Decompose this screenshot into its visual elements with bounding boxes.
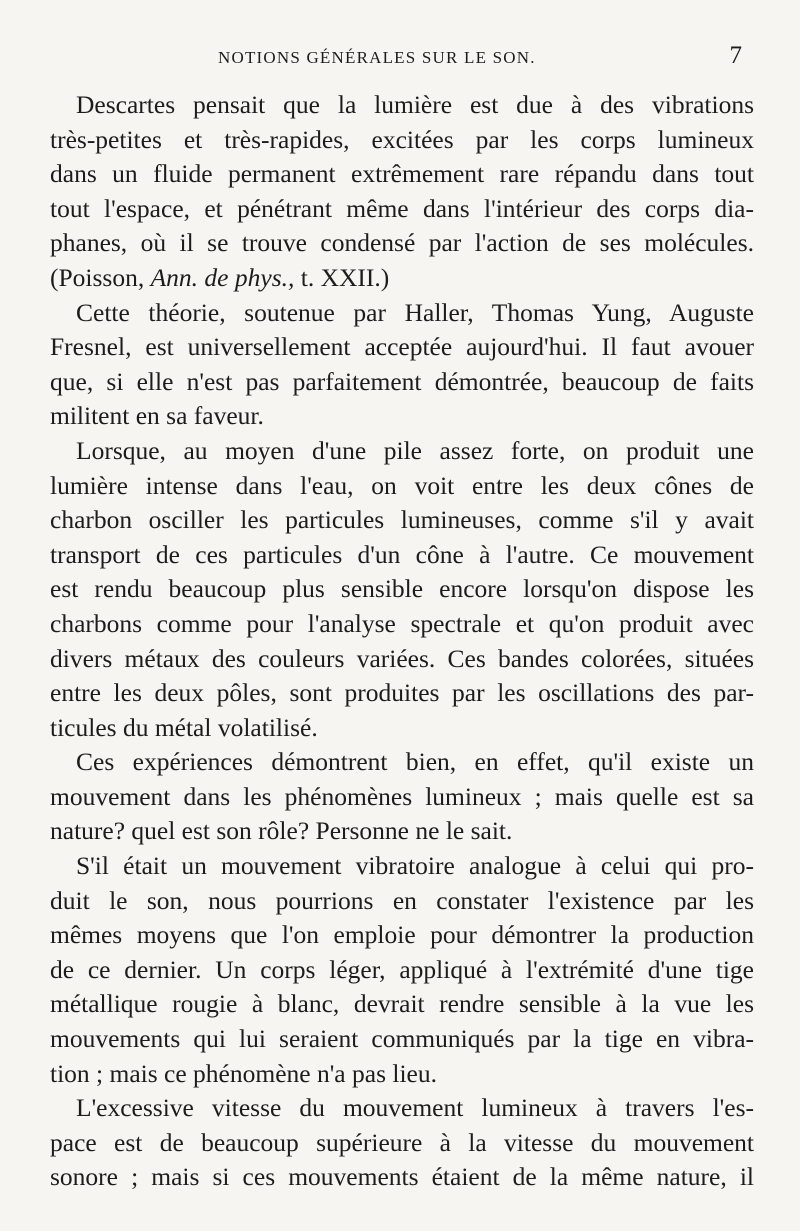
text-line: charbons comme pour l'analyse spectrale et qu'on produit avec — [50, 608, 754, 638]
page-number: 7 — [729, 42, 742, 69]
text-line: très-petites et très-rapides, excitées par les corps lumineux — [50, 124, 754, 154]
text-line: tout l'espace, et pénétrant même dans l'intérieur des corps dia- — [50, 193, 754, 223]
text-line: métallique rougie à blanc, devrait rendre sensible à la vue les — [50, 989, 754, 1019]
text-line: transport de ces particules d'un cône à l'autre. Ce mouvement — [50, 539, 754, 569]
text-line: pace est de beaucoup supérieure à la vitesse du mouvement — [50, 1127, 754, 1157]
text-line: mêmes moyens que l'on emploie pour démontrer la production — [50, 920, 754, 950]
running-title: NOTIONS GÉNÉRALES SUR LE SON. — [218, 48, 536, 67]
text-line: divers métaux des couleurs variées. Ces bandes colorées, situées — [50, 643, 754, 673]
text-line: phanes, où il se trouve condensé par l'action de ses molécules. — [50, 228, 754, 258]
text-line: Lorsque, au moyen d'une pile assez forte, on produit une — [76, 435, 754, 465]
text-line: sonore ; mais si ces mouvements étaient de la même nature, il — [50, 1162, 754, 1192]
text-line: lumière intense dans l'eau, on voit entre les deux cônes de — [50, 470, 754, 500]
text-line: tion ; mais ce phénomène n'a pas lieu. — [50, 1058, 437, 1088]
text-line: ticules du métal volatilisé. — [50, 712, 318, 742]
text-line: dans un fluide permanent extrêmement rare répandu dans tout — [50, 159, 754, 189]
text-line: Fresnel, est universellement acceptée aujourd'hui. Il faut avouer — [50, 332, 754, 362]
text-line: S'il était un mouvement vibratoire analogue à celui qui pro- — [76, 851, 754, 881]
text-segment: (Poisson, — [50, 262, 151, 292]
text-line — [50, 261, 754, 296]
text-line: de ce dernier. Un corps léger, appliqué à l'extrémité d'une tige — [50, 954, 754, 984]
body-text — [50, 88, 754, 1195]
text-segment: t. XXII.) — [294, 262, 390, 292]
text-line: Cette théorie, soutenue par Haller, Thomas Yung, Auguste — [76, 297, 754, 327]
text-line: est rendu beaucoup plus sensible encore lorsqu'on dispose les — [50, 574, 754, 604]
text-line: charbon osciller les particules lumineuses, comme s'il y avait — [50, 505, 754, 535]
running-head — [0, 44, 800, 76]
text-line: Ces expériences démontrent bien, en effet, qu'il existe un — [76, 747, 754, 777]
text-line: nature? quel est son rôle? Personne ne le sait. — [50, 816, 513, 846]
text-line: mouvements qui lui seraient communiqués par la tige en vibra- — [50, 1024, 754, 1054]
text-line: militent en sa faveur. — [50, 401, 264, 431]
text-line: duit le son, nous pourrions en constater l'existence par les — [50, 885, 754, 915]
text-line: entre les deux pôles, sont produites par les oscillations des par- — [50, 678, 754, 708]
text-line: que, si elle n'est pas parfaitement démontrée, beaucoup de faits — [50, 366, 754, 396]
text-line: Descartes pensait que la lumière est due à des vibrations — [76, 90, 754, 119]
italic-citation: Ann. de phys., — [150, 262, 295, 292]
text-line: L'excessive vitesse du mouvement lumineux à travers l'es- — [76, 1093, 754, 1123]
text-line: mouvement dans les phénomènes lumineux ; mais quelle est sa — [50, 781, 754, 811]
